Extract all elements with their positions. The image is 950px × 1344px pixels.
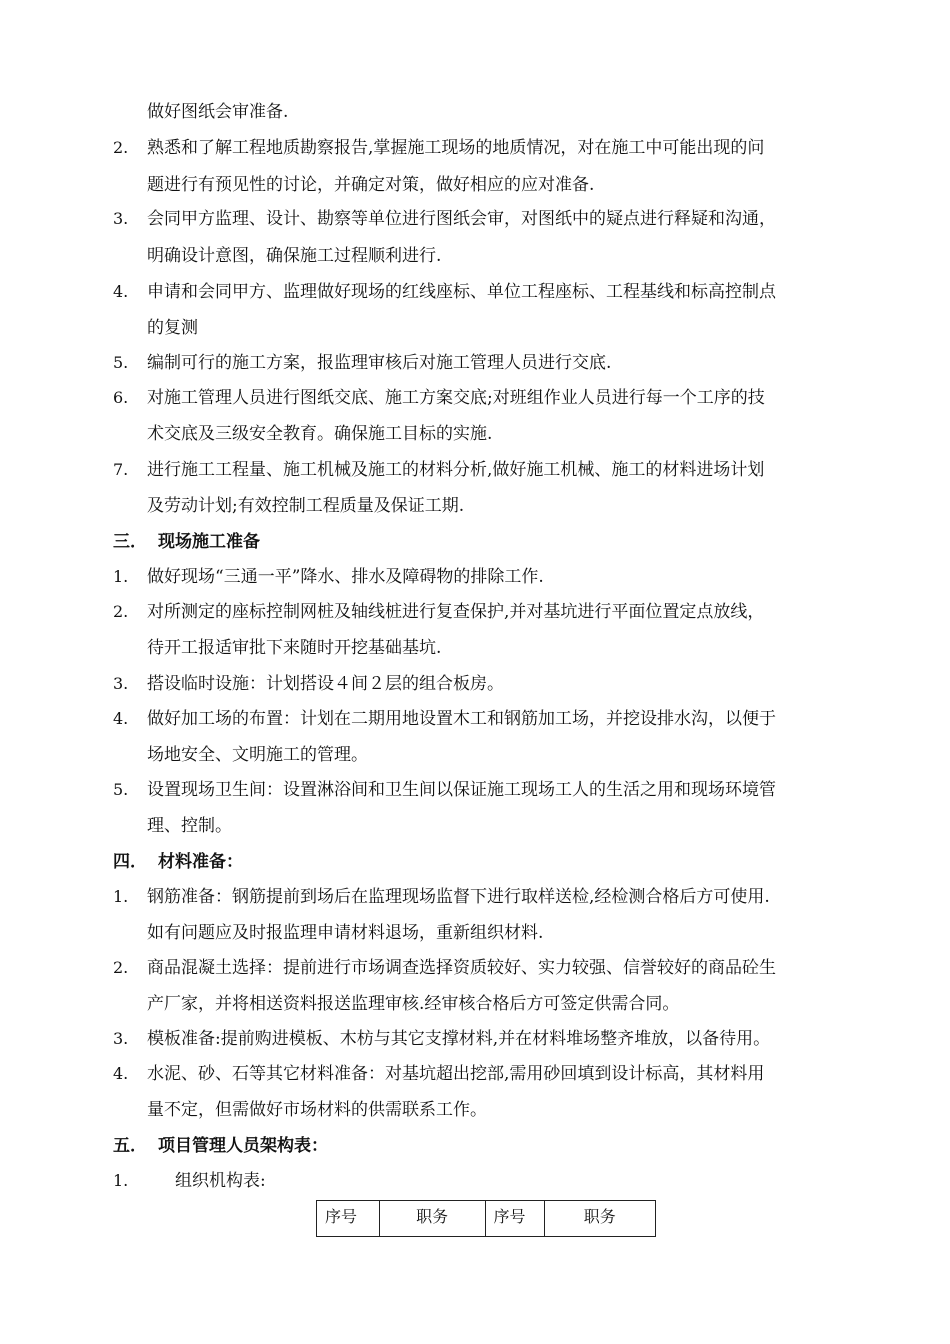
list-item-line: 水泥、砂、石等其它材料准备：对基坑超出挖部,需用砂回填到设计标高，其材料用 [147, 1064, 765, 1084]
list-item-line: 商品混凝土选择：提前进行市场调查选择资质较好、实力较强、信誉较好的商品砼生 [147, 958, 776, 978]
list-item-line: 做好加工场的布置：计划在二期用地设置木工和钢筋加工场，并挖设排水沟，以便于 [147, 709, 776, 729]
list-item-number: 1. [113, 1171, 129, 1190]
list-item-line: 熟悉和了解工程地质勘察报告,掌握施工现场的地质情况，对在施工中可能出现的问 [147, 138, 765, 158]
list-item-line: 产厂家，并将相送资料报送监理审核.经审核合格后方可签定供需合同。 [147, 994, 680, 1014]
list-item-line: 理、控制。 [147, 816, 232, 836]
list-item-line: 组织机构表: [175, 1171, 266, 1191]
list-item-number: 4. [113, 282, 129, 301]
list-item-line: 会同甲方监理、设计、勘察等单位进行图纸会审，对图纸中的疑点进行释疑和沟通， [147, 209, 776, 229]
section-number: 五． [113, 1136, 147, 1156]
list-item-line: 如有问题应及时报监理申请材料退场，重新组织材料. [147, 923, 544, 943]
list-item-line: 模板准备:提前购进模板、木枋与其它支撑材料,并在材料堆场整齐堆放，以备待用。 [147, 1029, 771, 1049]
section-number: 四． [113, 852, 147, 872]
section-number: 三． [113, 532, 147, 552]
list-item-number: 7. [113, 460, 129, 479]
list-item-line: 进行施工工程量、施工机械及施工的材料分析,做好施工机械、施工的材料进场计划 [147, 460, 765, 480]
list-item-line: 做好图纸会审准备. [147, 102, 289, 122]
section-heading [113, 530, 260, 554]
list-item-number: 4. [113, 709, 129, 728]
section-heading [113, 1134, 328, 1158]
list-item-number: 3. [113, 1029, 129, 1048]
list-item-number: 5. [113, 780, 129, 799]
list-item-number: 4. [113, 1064, 129, 1083]
table-header-cell: 职务 [544, 1201, 655, 1237]
table-header-cell: 序号 [485, 1201, 544, 1237]
list-item-line: 编制可行的施工方案，报监理审核后对施工管理人员进行交底. [147, 353, 612, 373]
list-item-line: 做好现场“三通一平”降水、排水及障碍物的排除工作. [147, 567, 544, 587]
list-item-line: 对施工管理人员进行图纸交底、施工方案交底;对班组作业人员进行每一个工序的技 [147, 388, 765, 408]
list-item-number: 3. [113, 674, 129, 693]
list-item-line: 明确设计意图，确保施工过程顺利进行. [147, 246, 442, 266]
section-title: 项目管理人员架构表： [158, 1136, 328, 1156]
list-item-line: 待开工报适审批下来随时开挖基础基坑. [147, 638, 442, 658]
list-item-number: 1. [113, 567, 129, 586]
staff-table [316, 1200, 656, 1237]
list-item-line: 场地安全、文明施工的管理。 [147, 745, 368, 765]
section-heading [113, 850, 243, 874]
list-item-number: 3. [113, 209, 129, 228]
table-header-cell: 序号 [317, 1201, 380, 1237]
list-item-line: 题进行有预见性的讨论，并确定对策，做好相应的应对准备. [147, 175, 595, 195]
list-item-line: 钢筋准备：钢筋提前到场后在监理现场监督下进行取样送检,经检测合格后方可使用. [147, 887, 770, 907]
list-item-line: 申请和会同甲方、监理做好现场的红线座标、单位工程座标、工程基线和标高控制点 [147, 282, 776, 302]
table-header-row [317, 1201, 656, 1237]
list-item-number: 2. [113, 602, 129, 621]
list-item-line: 及劳动计划;有效控制工程质量及保证工期. [147, 496, 465, 516]
list-item-number: 6. [113, 388, 129, 407]
list-item-number: 2. [113, 138, 129, 157]
list-item-line: 的复测 [147, 318, 198, 338]
list-item-line: 量不定，但需做好市场材料的供需联系工作。 [147, 1100, 487, 1120]
table-header-cell: 职务 [379, 1201, 485, 1237]
list-item-number: 5. [113, 353, 129, 372]
section-title: 现场施工准备 [158, 532, 260, 552]
list-item-number: 2. [113, 958, 129, 977]
list-item-line: 搭设临时设施：计划搭设４间２层的组合板房。 [147, 674, 504, 694]
list-item-line: 术交底及三级安全教育。确保施工目标的实施. [147, 424, 493, 444]
list-item-line: 对所测定的座标控制网桩及轴线桩进行复查保护,并对基坑进行平面位置定点放线， [147, 602, 765, 622]
section-title: 材料准备： [158, 852, 243, 872]
list-item-line: 设置现场卫生间：设置淋浴间和卫生间以保证施工现场工人的生活之用和现场环境管 [147, 780, 776, 800]
list-item-number: 1. [113, 887, 129, 906]
